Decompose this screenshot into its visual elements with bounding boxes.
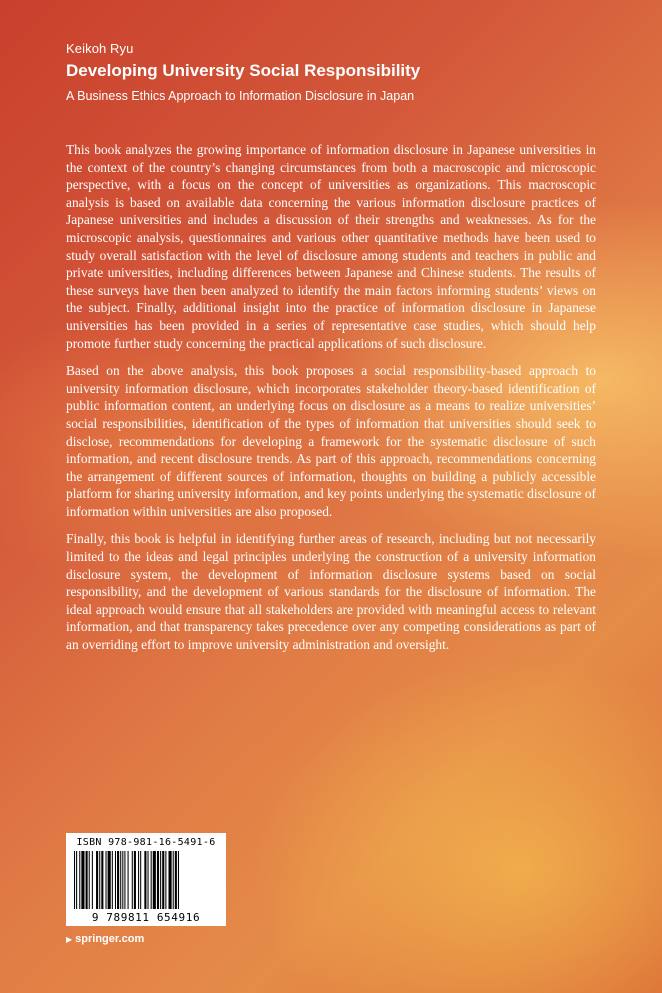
barcode-bar [122,851,123,909]
barcode-bar [173,851,174,909]
barcode-bar [96,851,98,909]
barcode-bar [86,851,88,909]
barcode-bar [115,851,116,909]
blurb-paragraph-2: Based on the above analysis, this book proposes a social responsibility-based approach to university information disclosure, which incorporates stakeholder theory-based identification of public information content, an underlying focus on disclosure as a means to realize universities’ social responsibilities, identification of the types of information that universities should seek to disclose, recommendations for developing a framework for the systematic disclosure of such information, and recent disclosure trends. As part of this approach, recommendations concerning the arrangement of different sources of information, thoughts on building a publicly accessible platform for sharing university information, and key points underlying the systematic disclosure of information within universities are also proposed. [66,363,596,519]
barcode-digits: 9 789811 654916 [91,911,201,924]
barcode-bar [74,851,75,909]
author-name: Keikoh Ryu [66,41,134,56]
barcode-bar [165,851,166,909]
barcode-bar [178,851,179,909]
blurb-paragraph-1: This book analyzes the growing importance of information disclosure in Japanese universities in the context of the country’s changing circumstances from both a macroscopic and microscopic perspective, with a focus on the concept of universities as organizations. This macroscopic analysis is based on available data concerning the various information disclosure practices of Japanese universities and includes a discussion of their strengths and weaknesses. As for the microscopic analysis, questionnaires and various other quantitative methods have been used to study overall satisfaction with the level of disclosure among students and teachers in public and private universities, including differences between Japanese and Chinese students. The results of these surveys have then been analyzed to identify the main factors informing students’ views on the subject. Finally, additional insight into the practice of information disclosure in Japanese universities has been provided in a series of representative case studies, which should help promote further study concerning the practical applications of such disclosure. [66,142,596,351]
barcode-bar [120,851,121,909]
barcode-bar [144,851,146,909]
book-subtitle: A Business Ethics Approach to Information Disclosure in Japan [66,89,415,103]
barcode-bar [157,851,159,909]
barcode-bar [153,851,156,909]
barcode-bar [89,851,90,909]
barcode-bar [117,851,119,909]
barcode-bar [124,851,125,909]
barcode-bar [112,851,113,909]
barcode-bar [106,851,107,909]
barcode-bar [79,851,80,909]
barcode-bar [92,851,93,909]
barcode-bar [99,851,100,909]
barcode-bar [76,851,77,909]
isbn-label: ISBN 978-981-16-5491-6 [76,837,216,848]
barcode-bar [138,851,139,909]
barcode-bars [74,851,218,909]
barcode-bar [134,851,136,909]
book-title: Developing University Social Responsibility [66,61,421,80]
barcode-bar [151,851,152,909]
publisher-link[interactable] [66,933,144,945]
barcode-bar [162,851,164,909]
barcode-bar [140,851,141,909]
barcode-bar [101,851,103,909]
barcode-bar [132,851,133,909]
barcode-bar [81,851,84,909]
barcode-bar [169,851,172,909]
barcode-bar [175,851,177,909]
arrow-right-icon: ▶ [66,934,73,944]
barcode-bar [160,851,161,909]
barcode-bar [128,851,129,909]
barcode-bar [148,851,149,909]
barcode-bar [108,851,111,909]
isbn-barcode [66,833,226,926]
blurb [66,141,596,664]
blurb-paragraph-3: Finally, this book is helpful in identifying further areas of research, including but not necessarily limited to the ideas and legal principles underlying the construction of a university information disclosure system, the development of information disclosure systems based on social responsibility, and the development of various standards for the disclosure of information. The ideal approach would ensure that all stakeholders are provided with meaningful access to relevant information, and that transparency takes precedence over any competing considerations as part of an overriding effort to improve university administration and oversight. [66,531,596,653]
publisher-link-label: springer.com [75,933,145,945]
